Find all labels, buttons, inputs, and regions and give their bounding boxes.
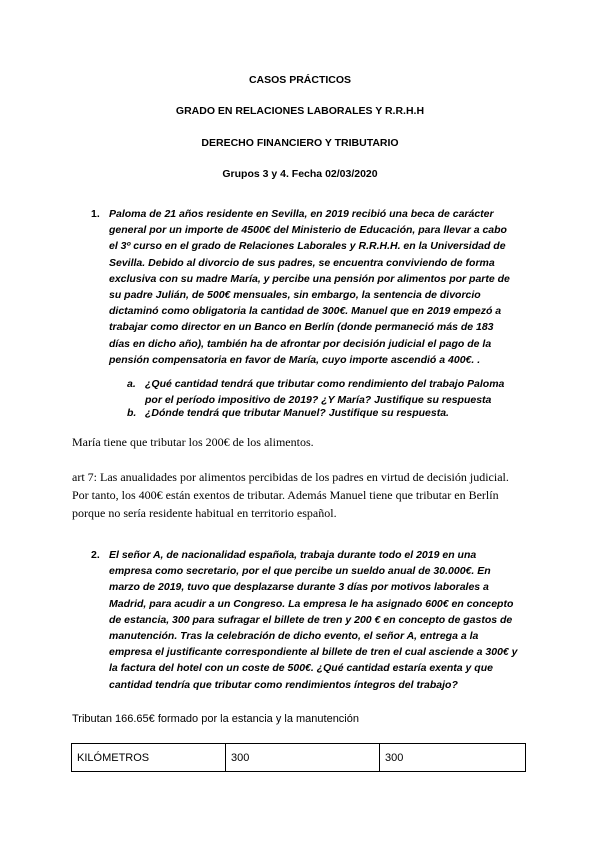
data-table <box>71 743 526 772</box>
doc-header-groups-date: Grupos 3 y 4. Fecha 02/03/2020 <box>222 168 378 180</box>
doc-header-degree: GRADO EN RELACIONES LABORALES Y R.R.H.H <box>175 105 425 117</box>
doc-header-subject: DERECHO FINANCIERO Y TRIBUTARIO <box>201 137 399 149</box>
answer-1-paragraph-2: art 7: Las anualidades por alimentos percibidas de los padres en virtud de decisión judicial. Por tanto, los 400€ están exentos de tributar. Además Manuel tiene que tributar en Berlín porque no sería residente habitual en territorio español. <box>72 470 509 520</box>
table-cell: 300 <box>380 744 526 772</box>
question-1b-label: b. <box>127 407 137 419</box>
question-1-text: Paloma de 21 años residente en Sevilla, en 2019 recibió una beca de carácter general por un importe de 4500€ del Ministerio de Educación, para llevar a cabo el 3º curso en el grado de Relaciones Laborales y R.R.H.H. en la Universidad de Sevilla. Debido al divorcio de sus padres, se encuentra conviviendo de forma exclusiva con su madre María, y percibe una pensión por alimentos por parte de su padre Julián, de 500€ mensuales, sin embargo, la sentencia de divorcio dictaminó como obligatoria la cantidad de 300€. Manuel que en 2019 empezó a trabajar como director en un Banco en Berlín (donde permaneció más de 183 días en dicho año), también ha de afrontar por decisión judicial el pago de la pensión compensatoria en favor de María, cuyo importe ascendió a 400€. . <box>109 208 510 366</box>
table-cell: 300 <box>226 744 380 772</box>
answer-2-paragraph-1: Tributan 166.65€ formado por la estancia y la manutención <box>72 713 359 725</box>
question-2-text: El señor A, de nacionalidad española, trabaja durante todo el 2019 en una empresa como secretario, por el que percibe un sueldo anual de 30.000€. En marzo de 2019, tuvo que desplazarse durante 3 días por motivos laborales a Madrid, para acudir a un Congreso. La empresa le ha asignado 600€ en concepto de estancia, 300 para sufragar el billete de tren y 200 € en concepto de gastos de manutención. Tras la celebración de dicho evento, el señor A, entrega a la empresa el justificante correspondiente al billete de tren el cual asciende a 300€ y la factura del hotel con un coste de 500€. ¿Qué cantidad estaría exenta y que cantidad tendría que tributar como rendimientos íntegros del trabajo? <box>109 549 518 691</box>
table-row <box>72 744 526 772</box>
table-cell: KILÓMETROS <box>72 744 226 772</box>
question-1a-label: a. <box>127 378 136 390</box>
question-1a-text: ¿Qué cantidad tendrá que tributar como rendimiento del trabajo Paloma por el período impositivo de 2019? ¿Y María? Justifique su respuesta <box>145 378 505 406</box>
doc-header-title: CASOS PRÁCTICOS <box>248 74 352 86</box>
question-1-number: 1. <box>91 208 100 220</box>
question-1b-text: ¿Dónde tendrá que tributar Manuel? Justifique su respuesta. <box>145 407 449 419</box>
question-2-number: 2. <box>91 549 100 561</box>
answer-1-paragraph-1: María tiene que tributar los 200€ de los alimentos. <box>72 435 314 449</box>
